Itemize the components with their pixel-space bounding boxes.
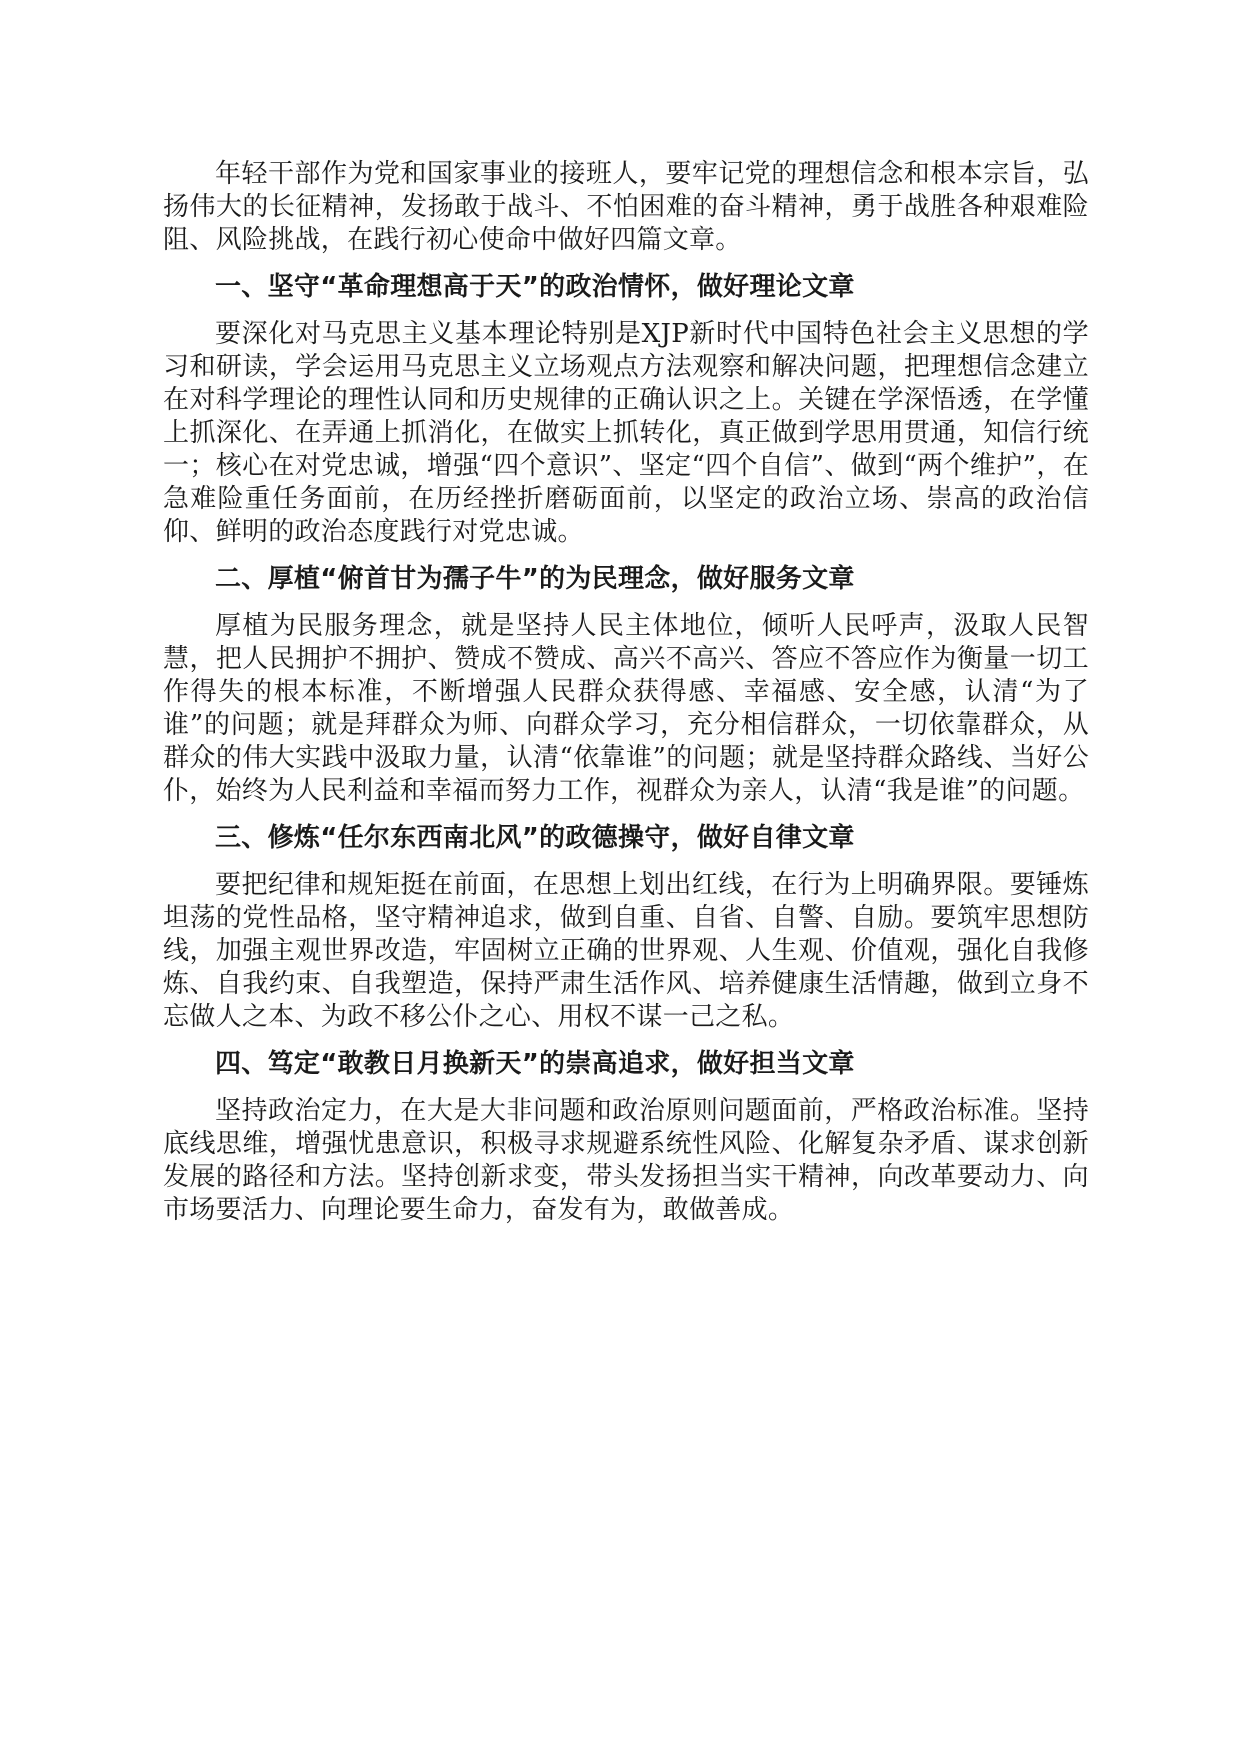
section-2-body: 厚植为民服务理念，就是坚持人民主体地位，倾听人民呼声，汲取人民智慧，把人民拥护不拥护、赞成不赞成、高兴不高兴、答应不答应作为衡量一切工作得失的根本标准，不断增强人民群众获得感、幸福感、安全感，认清“为了谁”的问题；就是拜群众为师、向群众学习，充分相信群众，一切依靠群众，从群众的伟大实践中汲取力量，认清“依靠谁”的问题；就是坚持群众路线、当好公仆，始终为人民利益和幸福而努力工作，视群众为亲人，认清“我是谁”的问题。 bbox=[163, 611, 1089, 806]
section-1-heading: 一、坚守“革命理想高于天”的政治情怀，做好理论文章 bbox=[215, 272, 855, 302]
section-3-heading: 三、修炼“任尔东西南北风”的政德操守，做好自律文章 bbox=[215, 823, 855, 853]
document-body bbox=[163, 158, 1089, 1241]
section-2-heading: 二、厚植“俯首甘为孺子牛”的为民理念，做好服务文章 bbox=[215, 564, 855, 594]
section-3-body: 要把纪律和规矩挺在前面，在思想上划出红线，在行为上明确界限。要锤炼坦荡的党性品格，坚守精神追求，做到自重、自省、自警、自励。要筑牢思想防线，加强主观世界改造，牢固树立正确的世界观、人生观、价值观，强化自我修炼、自我约束、自我塑造，保持严肃生活作风、培养健康生活情趣，做到立身不忘做人之本、为政不移公仆之心、用权不谋一己之私。 bbox=[163, 870, 1089, 1032]
section-4-body: 坚持政治定力，在大是大非问题和政治原则问题面前，严格政治标准。坚持底线思维，增强忧患意识，积极寻求规避系统性风险、化解复杂矛盾、谋求创新发展的路径和方法。坚持创新求变，带头发扬担当实干精神，向改革要动力、向市场要活力、向理论要生命力，奋发有为，敢做善成。 bbox=[163, 1096, 1089, 1225]
section-1-body: 要深化对马克思主义基本理论特别是XJP新时代中国特色社会主义思想的学习和研读，学会运用马克思主义立场观点方法观察和解决问题，把理想信念建立在对科学理论的理性认同和历史规律的正确认识之上。关键在学深悟透，在学懂上抓深化、在弄通上抓消化，在做实上抓转化，真正做到学思用贯通，知信行统一；核心在对党忠诚，增强“四个意识”、坚定“四个自信”、做到“两个维护”，在急难险重任务面前，在历经挫折磨砺面前，以坚定的政治立场、崇高的政治信仰、鲜明的政治态度践行对党忠诚。 bbox=[163, 319, 1089, 547]
intro-paragraph: 年轻干部作为党和国家事业的接班人，要牢记党的理想信念和根本宗旨，弘扬伟大的长征精神，发扬敢于战斗、不怕困难的奋斗精神，勇于战胜各种艰难险阻、风险挑战，在践行初心使命中做好四篇文章。 bbox=[163, 159, 1089, 255]
section-4-heading: 四、笃定“敢教日月换新天”的崇高追求，做好担当文章 bbox=[215, 1049, 855, 1079]
